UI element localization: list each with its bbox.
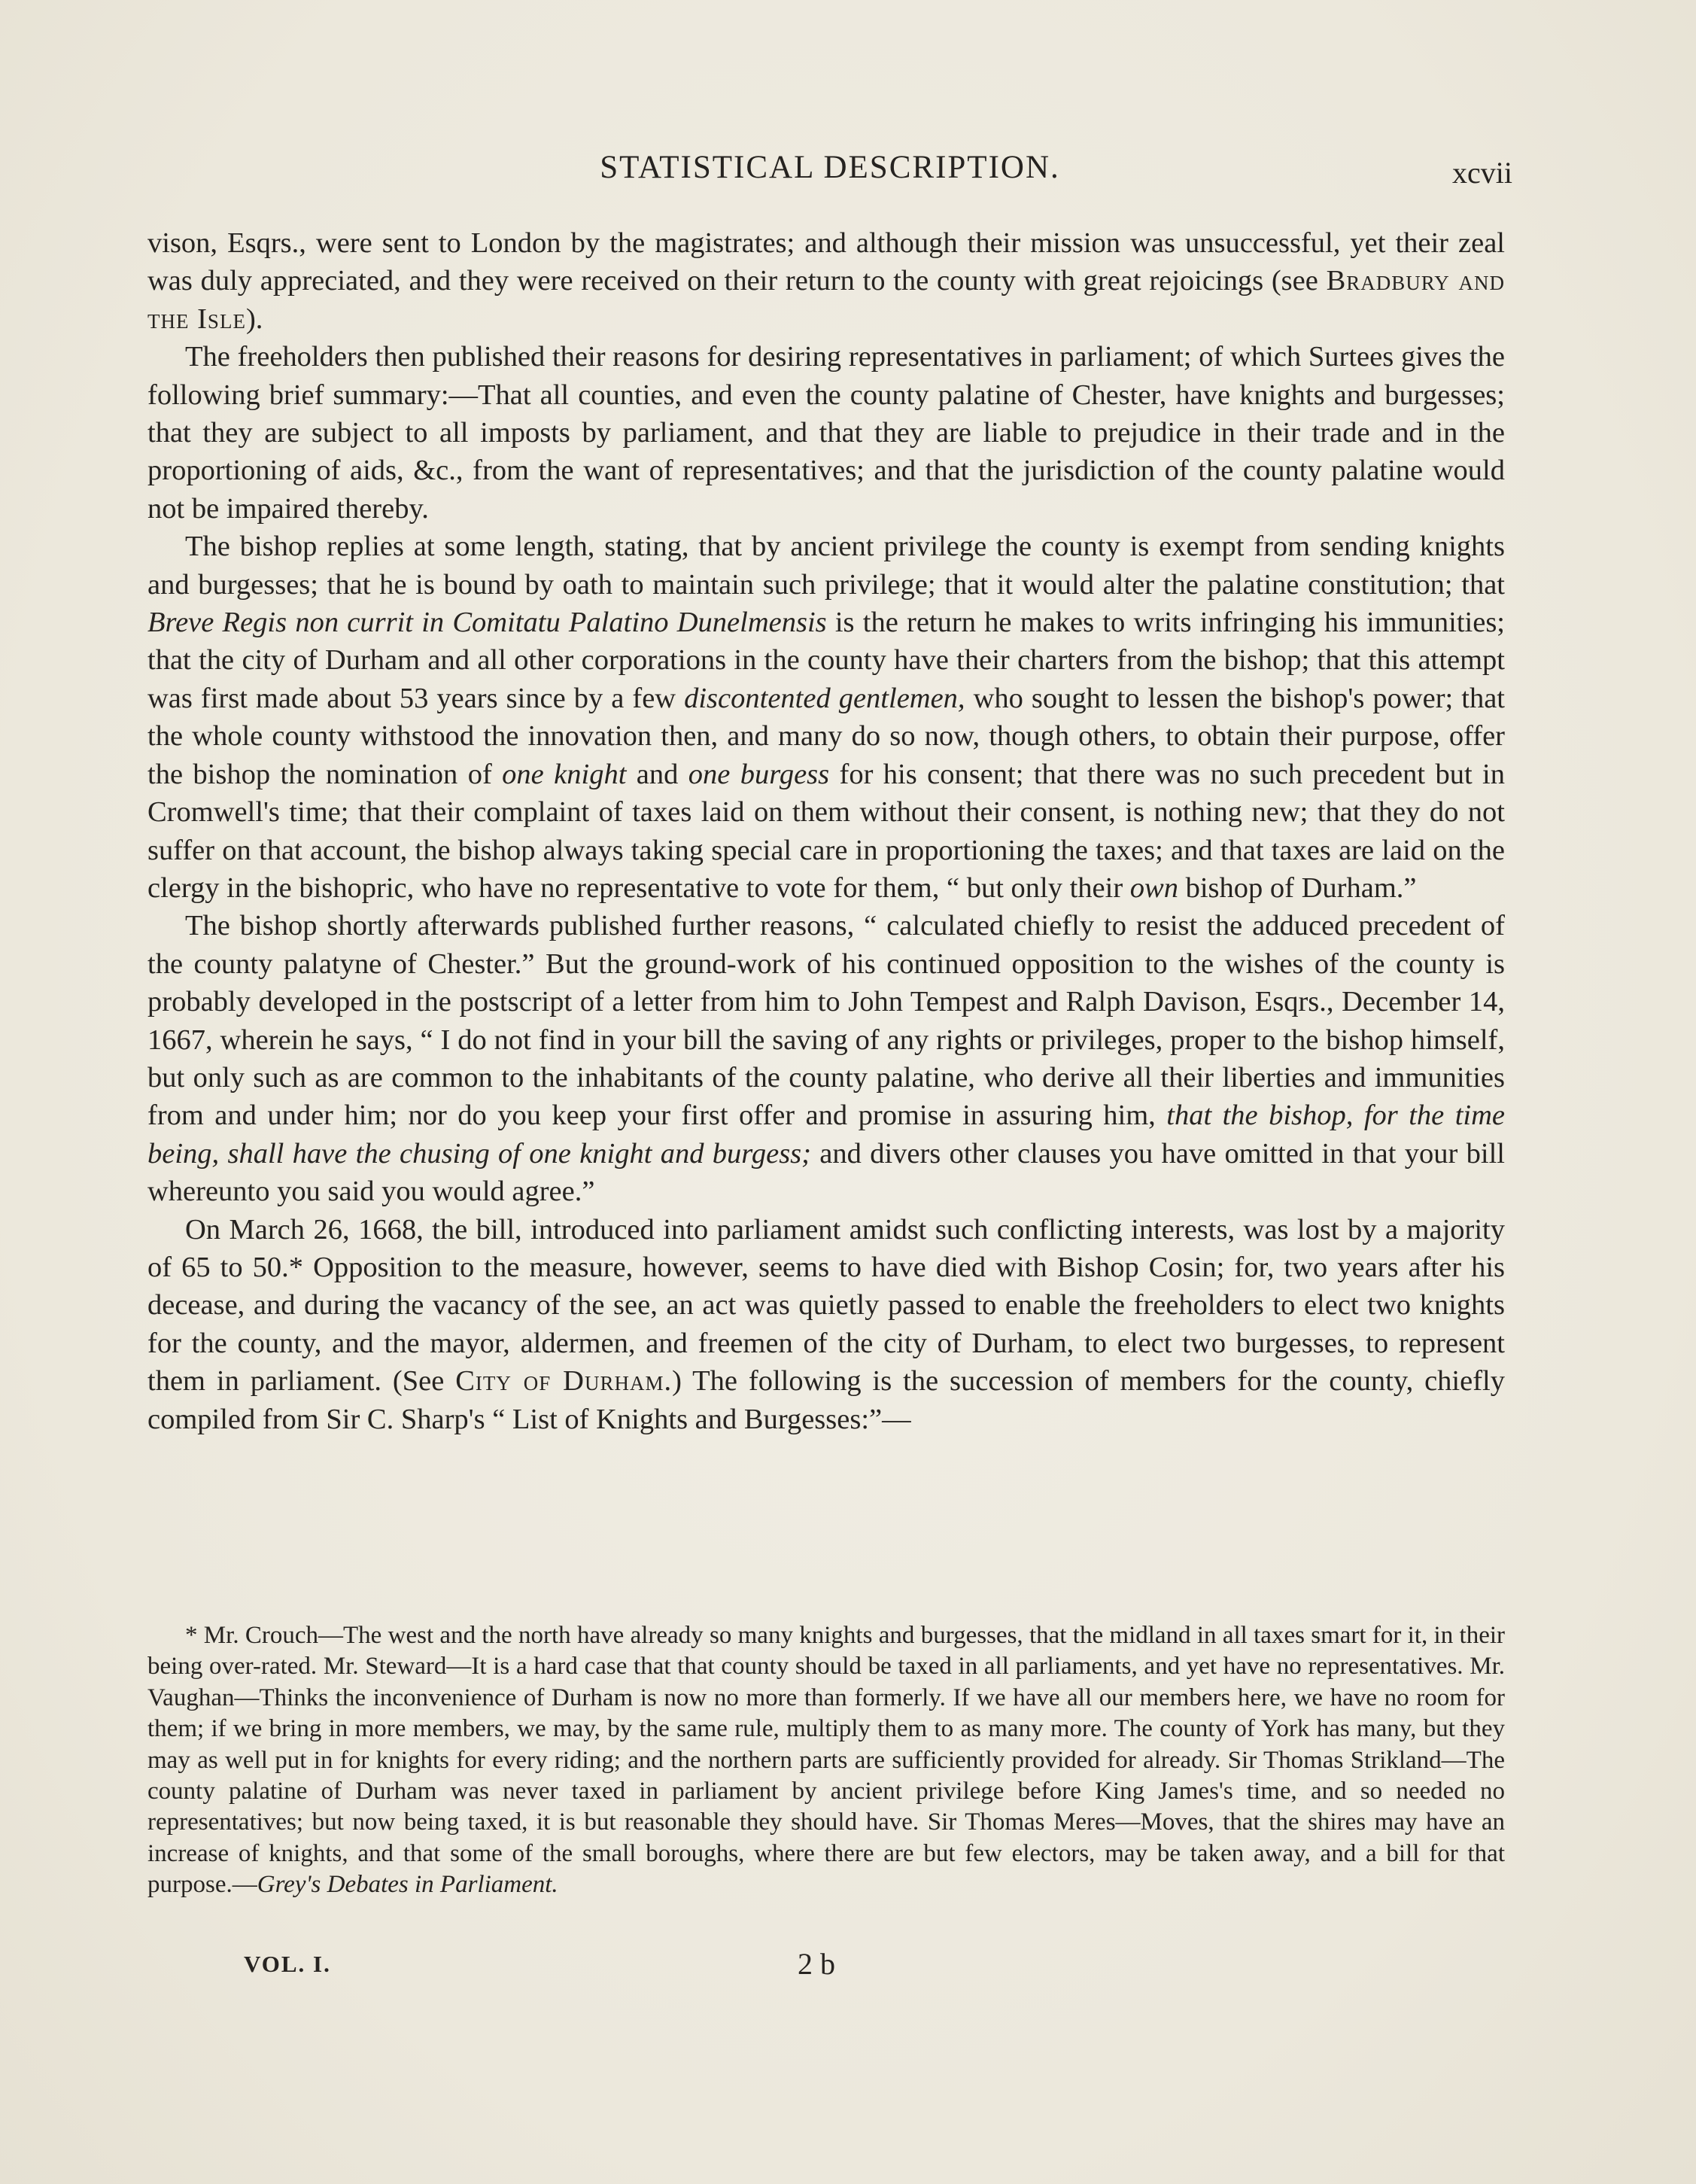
volume-label: VOL. I.: [244, 1951, 331, 1977]
page-footer: [147, 1947, 1505, 1988]
footnote-text: [147, 1620, 1505, 1901]
signature-mark: 2 b: [798, 1947, 835, 1981]
latin-phrase: Breve Regis non currit in Comitatu Palatino Dunelmensis: [147, 607, 827, 639]
paragraph-4: [147, 907, 1505, 1210]
paragraph-3: [147, 528, 1505, 907]
paragraph-5-text-b: ) The following is the succession of members for the county, chiefly compiled from Sir C. Sharp's “ List of Knights and Burgesses:”—: [147, 1365, 1505, 1435]
paragraph-4-text-b: and divers other clauses you have omitted in that your bill whereunto you said you would agree.”: [147, 1137, 1505, 1208]
italic-discontented-gentlemen: discontented gentlemen,: [684, 682, 965, 714]
italic-bishop-clause: that the bishop, for the time being, shall have the chusing of one knight and burgess;: [147, 1100, 1505, 1170]
footnote: [147, 1620, 1505, 1901]
paragraph-3-text-c: who sought to lessen the bishop's power; that the whole county withstood the innovation then, and many do so now, though others, to obtain their purpose, offer the bishop the nomination of: [147, 682, 1505, 790]
paragraph-5-text-a: On March 26, 1668, the bill, introduced into parliament amidst such conflicting interests, was lost by a majority of 65 to 50.* Opposition to the measure, however, seems to have died with Bishop Cosin; for, two years after his decease, and during the vacancy of the see, an act was quietly passed to enable the freeholders to elect two knights for the county, and the mayor, aldermen, and freemen of the city of Durham, to elect two burgesses, to represent them in parliament. (See: [147, 1213, 1505, 1398]
paragraph-3-text-b: is the return he makes to writs infringing his immunities; that the city of Durham and all other corporations in the county have their charters from the bishop; that this attempt was first made about 53 years since by a few: [147, 607, 1505, 714]
paragraph-4-text-a: The bishop shortly afterwards published further reasons, “ calculated chiefly to resist the adduced precedent of the county palatyne of Chester.” But the ground-work of his continued opposition to the wishes of the county is probably developed in the postscript of a letter from him to John Tempest and Ralph Davison, Esqrs., December 14, 1667, wherein he says, “ I do not find in your bill the saving of any rights or privileges, proper to the bishop himself, but only such as are common to the inhabitants of the county palatine, who derive all their liberties and immunities from and under him; nor do you keep your first offer and promise in assuring him,: [147, 910, 1505, 1132]
body-text: [147, 224, 1505, 1438]
paragraph-1-text-b: ).: [245, 303, 263, 335]
cross-reference-city-of-durham: City of Durham.: [455, 1365, 673, 1398]
italic-own: own: [1129, 871, 1178, 904]
paragraph-3-text-d: and: [626, 758, 688, 790]
cross-reference-bradbury: Bradbury and the Isle: [147, 265, 1505, 335]
paragraph-1-text-a: vison, Esqrs., were sent to London by the magistrates; and although their mission was unsuccessful, yet their zeal was duly appreciated, and they were received on their return to the county with great rejoicings (see: [147, 227, 1505, 297]
italic-one-knight: one knight: [502, 758, 627, 790]
page-title: STATISTICAL DESCRIPTION.: [600, 150, 1060, 185]
running-head: [147, 149, 1512, 194]
paragraph-3-text-e: for his consent; that there was no such precedent but in Cromwell's time; that their complaint of taxes laid on them without their consent, is nothing new; that they do not suffer on that account, the bishop always taking special care in proportioning the taxes; and that taxes are laid on the clergy in the bishopric, who have no representative to vote for them, “ but only their: [147, 758, 1505, 904]
paragraph-3-text-a: The bishop replies at some length, stating, that by ancient privilege the county is exempt from sending knights and burgesses; that he is bound by oath to maintain such privilege; that it would alter the palatine constitution; that: [147, 531, 1505, 601]
page-number: xcvii: [1452, 156, 1512, 190]
paragraph-2: The freeholders then published their reasons for desiring representatives in parliament; of which Surtees gives the following brief summary:—That all counties, and even the county palatine of Chester, have knights and burgesses; that they are subject to all imposts by parliament, and that they are liable to prejudice in their trade and in the proportioning of aids, &c., from the want of representatives; and that the jurisdiction of the county palatine would not be impaired thereby.: [147, 341, 1505, 525]
paragraph-1: [147, 224, 1505, 338]
footnote-source: Grey's Debates in Parliament.: [257, 1871, 558, 1899]
paragraph-3-text-f: bishop of Durham.”: [1178, 871, 1417, 904]
italic-one-burgess: one burgess: [688, 758, 830, 790]
footnote-body: * Mr. Crouch—The west and the north have already so many knights and burgesses, that the midland in all taxes smart for it, in their being over-rated. Mr. Steward—It is a hard case that that county should be taxed in all parliaments, and yet have no representatives. Mr. Vaughan—Thinks the inconvenience of Durham is now no more than formerly. If we have all our members here, we have no room for them; if we bring in more members, we may, by the same rule, multiply them to as many more. The county of York has many, but they may as well put in for knights for every riding; and the northern parts are sufficiently provided for already. Sir Thomas Strikland—The county palatine of Durham was never taxed in parliament by ancient privilege before King James's time, and so needed no representatives; but now being taxed, it is but reasonable they should have. Sir Thomas Meres—Moves, that the shires may have an increase of knights, and that some of the small boroughs, where there are but few electors, may be taken away, and a bill for that purpose.—: [147, 1622, 1505, 1899]
paragraph-5: [147, 1211, 1505, 1438]
